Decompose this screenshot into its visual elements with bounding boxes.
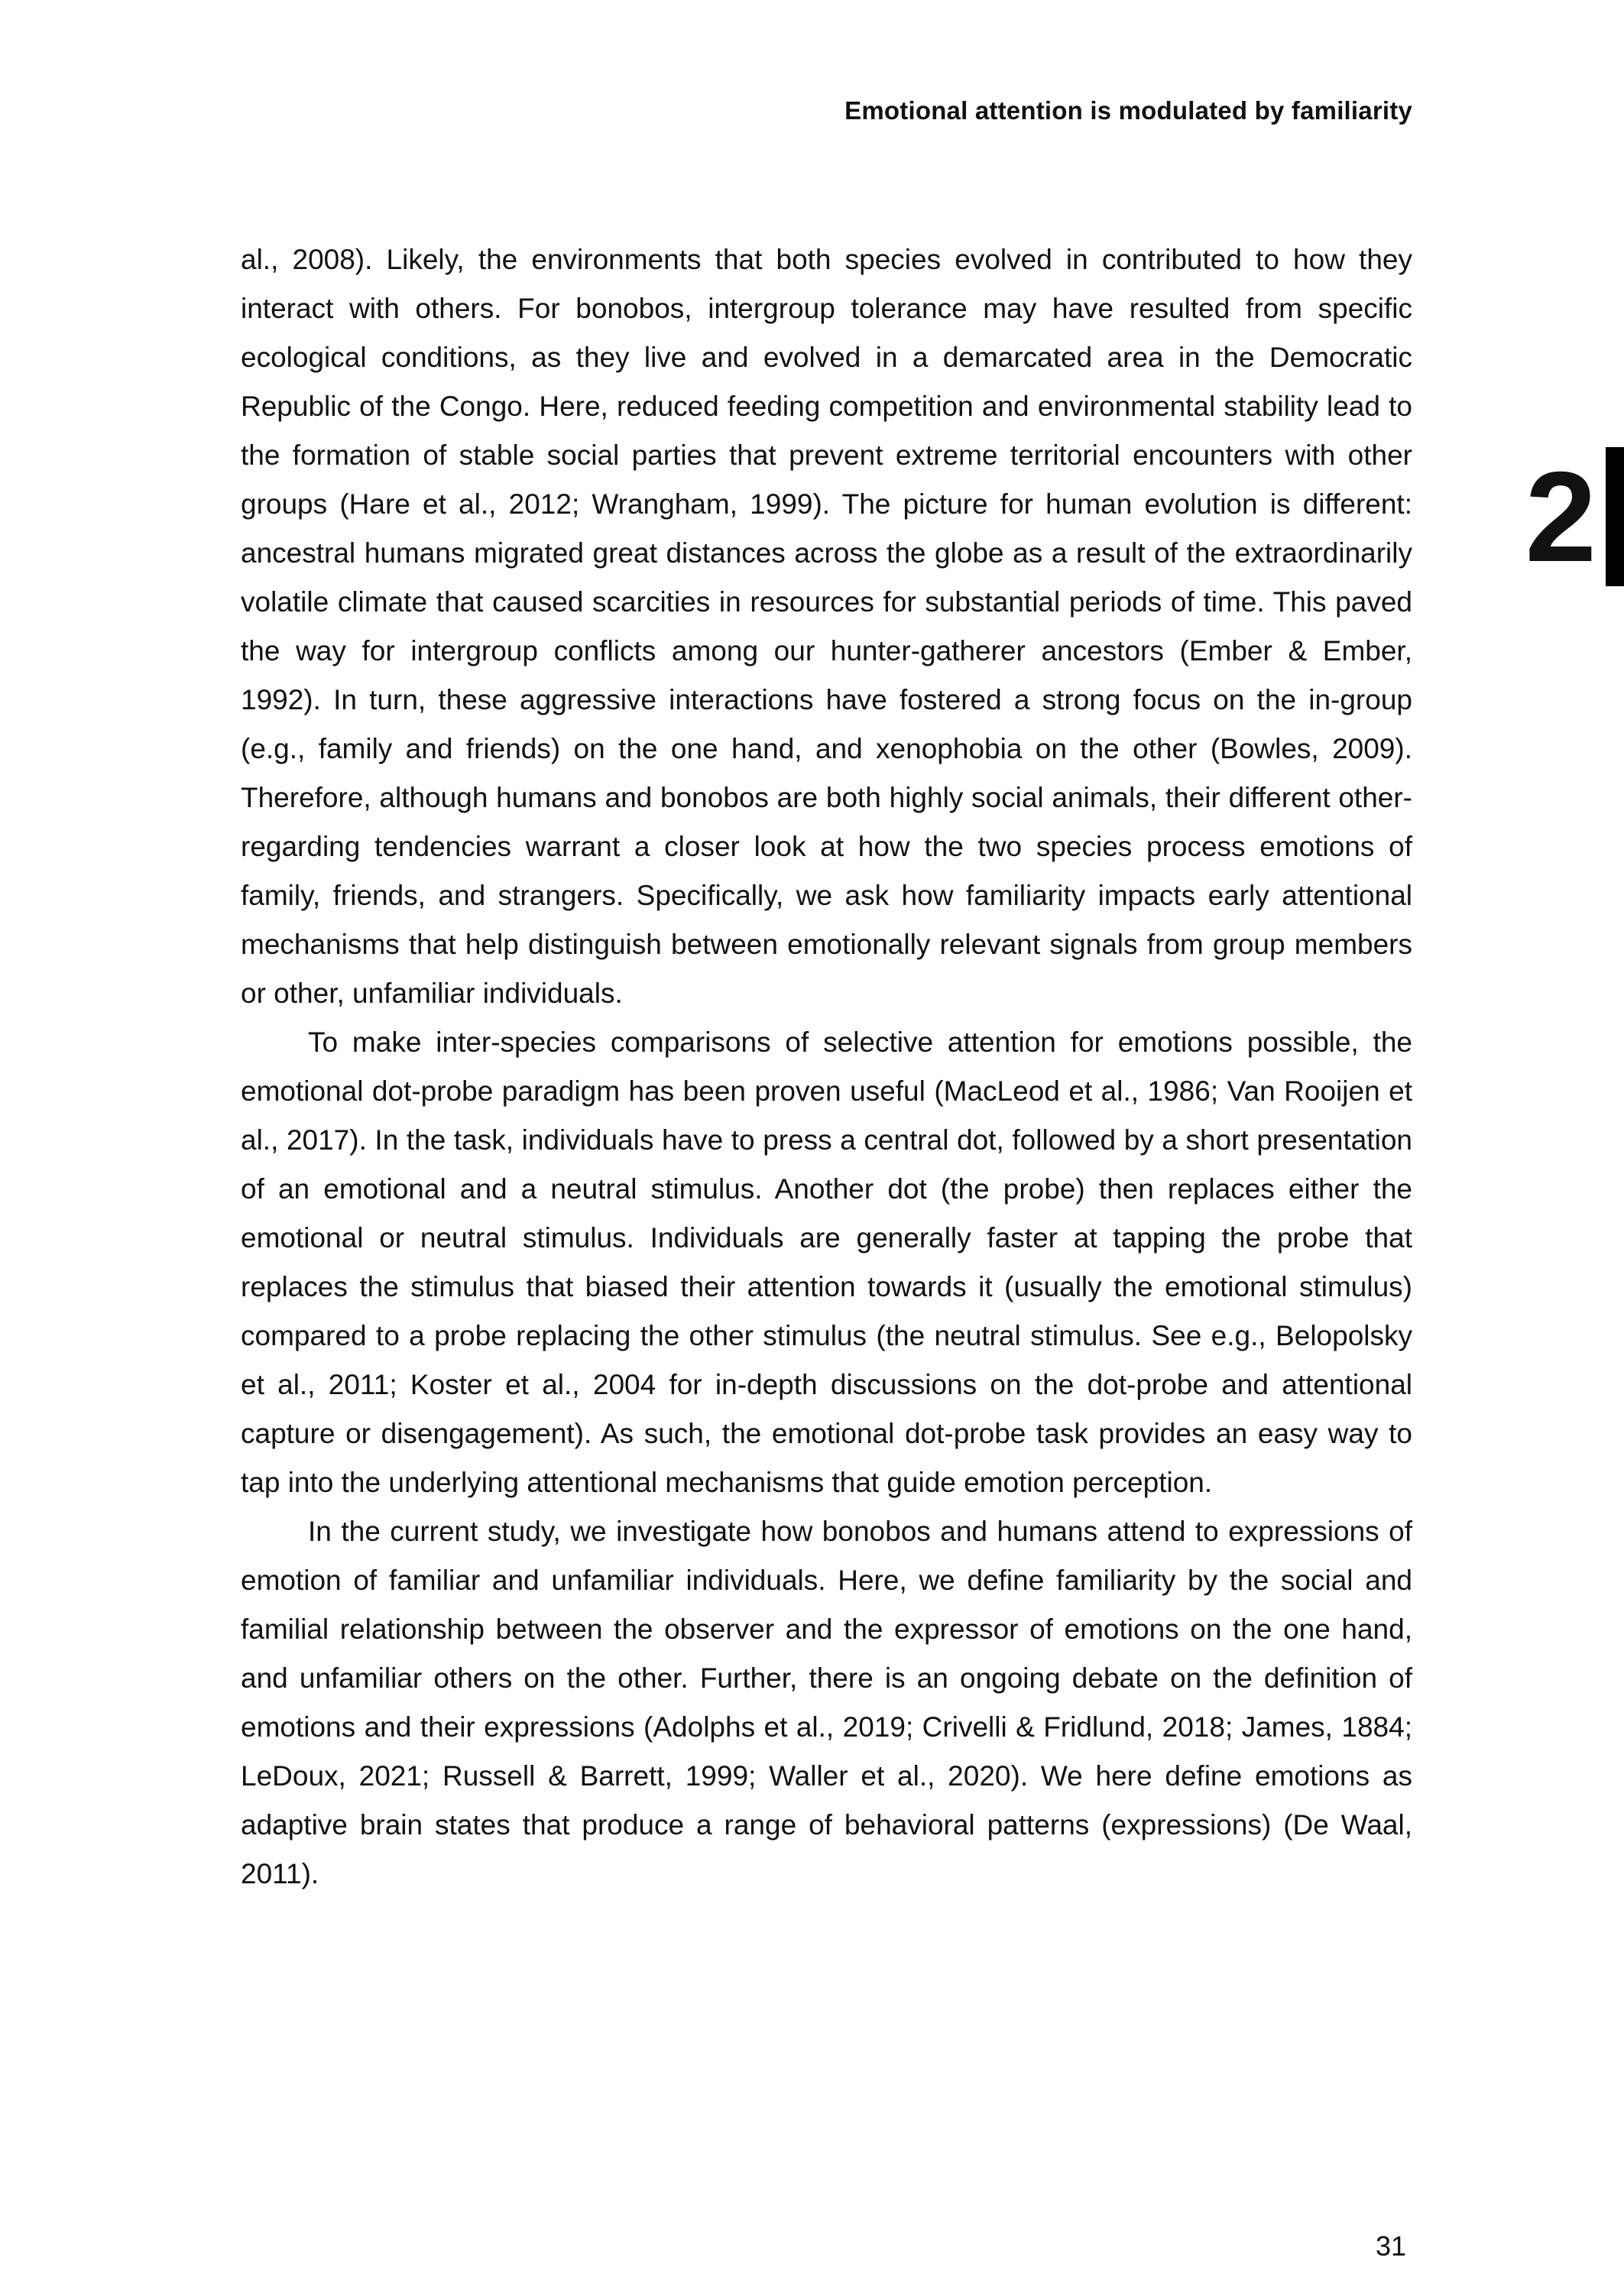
paragraph: In the current study, we investigate how bonobos and humans attend to expressions of emotion of familiar and unfamiliar individuals. Here, we define familiarity by the social and familial relationship between the observer and the expressor of emotions on the one hand, and unfamiliar others on the other. Further, there is an ongoing debate on the definition of emotions and their expressions (Adolphs et al., 2019; Crivelli & Fridlund, 2018; James, 1884; LeDoux, 2021; Russell & Barrett, 1999; Waller et al., 2020). We here define emotions as adaptive brain states that produce a range of behavioral patterns (expressions) (De Waal, 2011). <box>241 1516 1412 1889</box>
chapter-tab <box>1525 445 1624 589</box>
body-text <box>241 235 1412 1899</box>
paragraph: To make inter-species comparisons of selective attention for emotions possible, the emotional dot-probe paradigm has been proven useful (MacLeod et al., 1986; Van Rooijen et al., 2017). In the task, individuals have to press a central dot, followed by a short presentation of an emotional and a neutral stimulus. Another dot (the probe) then replaces either the emotional or neutral stimulus. Individuals are generally faster at tapping the probe that replaces the stimulus that biased their attention towards it (usually the emotional stimulus) compared to a probe replacing the other stimulus (the neutral stimulus. See e.g., Belopolsky et al., 2011; Koster et al., 2004 for in-depth discussions on the dot-probe and attentional capture or disengagement). As such, the emotional dot-probe task provides an easy way to tap into the underlying attentional mechanisms that guide emotion perception. <box>241 1026 1412 1498</box>
running-header: Emotional attention is modulated by familiarity <box>844 96 1412 125</box>
chapter-tab-bar <box>1606 447 1624 586</box>
page-number: 31 <box>1375 2230 1406 2262</box>
chapter-number: 2 <box>1525 445 1596 589</box>
paragraph: al., 2008). Likely, the environments that both species evolved in contributed to how they interact with others. For bonobos, intergroup tolerance may have resulted from specific ecological conditions, as they live and evolved in a demarcated area in the Democratic Republic of the Congo. Here, reduced feeding competition and environmental stability lead to the formation of stable social parties that prevent extreme territorial encounters with other groups (Hare et al., 2012; Wrangham, 1999). The picture for human evolution is different: ancestral humans migrated great distances across the globe as a result of the extraordinarily volatile climate that caused scarcities in resources for substantial periods of time. This paved the way for intergroup conflicts among our hunter-gatherer ancestors (Ember & Ember, 1992). In turn, these aggressive interactions have fostered a strong focus on the in-group (e.g., family and friends) on the one hand, and xenophobia on the other (Bowles, 2009). Therefore, although humans and bonobos are both highly social animals, their different other-regarding tendencies warrant a closer look at how the two species process emotions of family, friends, and strangers. Specifically, we ask how familiarity impacts early attentional mechanisms that help distinguish between emotionally relevant signals from group members or other, unfamiliar individuals. <box>241 244 1412 1009</box>
